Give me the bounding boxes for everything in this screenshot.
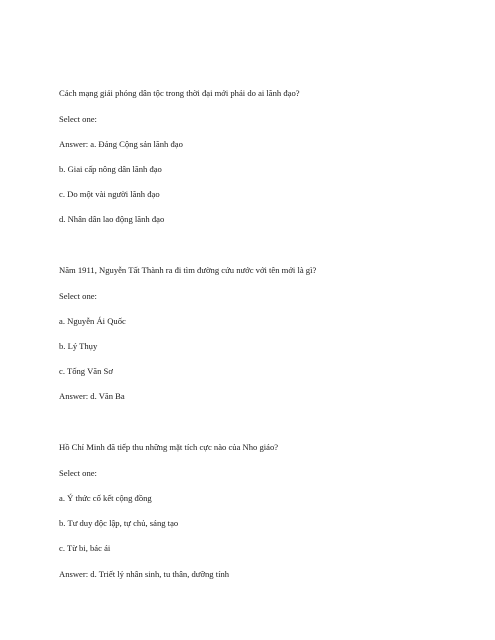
question-3-option-c: c. Từ bi, bác ái bbox=[59, 543, 111, 553]
question-3-text: Hồ Chí Minh đã tiếp thu những mặt tích cực nào của Nho giáo? bbox=[59, 442, 279, 452]
question-1-prompt: Select one: bbox=[59, 114, 97, 124]
question-2-prompt: Select one: bbox=[59, 291, 97, 301]
question-1-option-c: c. Do một vài người lãnh đạo bbox=[59, 189, 160, 199]
question-1-option-b: b. Giai cấp nông dân lãnh đạo bbox=[59, 164, 162, 174]
question-3-option-a: a. Ý thức cố kết cộng đồng bbox=[59, 493, 152, 503]
question-2-option-a: a. Nguyễn Ái Quốc bbox=[59, 316, 126, 326]
question-3-option-b: b. Tư duy độc lập, tự chủ, sáng tạo bbox=[59, 518, 179, 528]
question-3-prompt: Select one: bbox=[59, 468, 97, 478]
question-3-option-d: Answer: d. Triết lý nhân sinh, tu thân, dưỡng tính bbox=[59, 569, 230, 579]
question-1-text: Cách mạng giải phóng dân tộc trong thời đại mới phải do ai lãnh đạo? bbox=[59, 88, 300, 98]
question-2-option-c: c. Tống Văn Sơ bbox=[59, 366, 113, 376]
question-1-option-a: Answer: a. Đảng Cộng sản lãnh đạo bbox=[59, 139, 183, 149]
question-2-option-d: Answer: d. Văn Ba bbox=[59, 391, 125, 401]
question-1-option-d: d. Nhân dân lao động lãnh đạo bbox=[59, 214, 165, 224]
question-2-text: Năm 1911, Nguyễn Tất Thành ra đi tìm đường cứu nước với tên mới là gì? bbox=[59, 265, 317, 275]
question-2-option-b: b. Lý Thụy bbox=[59, 341, 98, 351]
